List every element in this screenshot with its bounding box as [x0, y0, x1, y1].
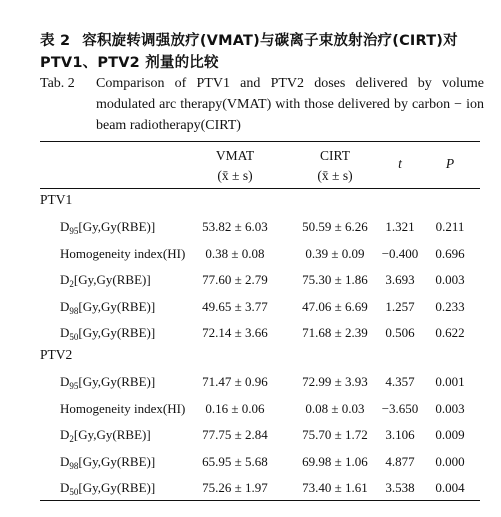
cell-t: 1.321 [385, 219, 415, 234]
cell-t: −0.400 [381, 245, 419, 261]
cell-cirt: 75.30 ± 1.86 [302, 272, 368, 288]
cell-p: 0.004 [435, 480, 465, 496]
cell-vmat: 49.65 ± 3.77 [202, 298, 268, 314]
col-header-cirt-stat: (x̄ ± s) [317, 168, 353, 183]
row-label-unit: [Gy,Gy(RBE)] [78, 480, 156, 496]
row-label [60, 371, 155, 394]
cell-t: 0.506 [385, 325, 415, 341]
row-label [60, 243, 185, 265]
cell-p: 0.003 [435, 400, 465, 416]
cell-cirt: 50.59 ± 6.26 [302, 219, 368, 234]
row-label-subscript: 98 [69, 305, 79, 316]
row-label [60, 269, 151, 292]
row-label-unit: [Gy,Gy(RBE)] [73, 272, 151, 288]
cell-t: 3.538 [385, 480, 415, 496]
row-label [60, 451, 155, 474]
row-label-main: D [60, 219, 70, 234]
row-label-unit: [Gy,Gy(RBE)] [73, 427, 151, 443]
table-row [0, 322, 501, 344]
col-header-p: P [445, 156, 455, 171]
cell-vmat: 53.82 ± 6.03 [202, 219, 268, 234]
table-caption-cn: 容积旋转调强放疗(VMAT)与碳离子束放射治疗(CIRT)对PTV1、PTV2 剂量的比较 [40, 33, 458, 71]
cell-vmat: 77.75 ± 2.84 [202, 427, 268, 443]
cell-vmat: 0.16 ± 0.06 [205, 400, 265, 416]
cell-vmat: 0.38 ± 0.08 [205, 245, 265, 261]
table-row [0, 424, 501, 446]
col-header-t: t [398, 156, 402, 171]
row-label [60, 424, 151, 447]
table-row [0, 477, 501, 499]
row-label-main: D [60, 298, 70, 314]
cell-t: 3.693 [385, 272, 415, 288]
group-label: PTV1 [40, 192, 73, 207]
row-label-main: D [60, 427, 70, 443]
table-title-en [40, 73, 484, 133]
cell-cirt: 47.06 ± 6.69 [302, 298, 368, 314]
row-label-subscript: 2 [69, 434, 74, 445]
table-row [0, 451, 501, 473]
table-bottom-rule [40, 500, 480, 501]
cell-p: 0.000 [435, 453, 465, 469]
table-number-cn: 表 2 [40, 33, 71, 49]
table-row [0, 269, 501, 291]
table-top-rule [40, 141, 480, 142]
row-label-unit: [Gy,Gy(RBE)] [78, 298, 156, 314]
row-label-main: D [60, 374, 70, 389]
row-label [60, 322, 155, 345]
table-title-cn [40, 30, 480, 74]
group-label: PTV2 [40, 347, 73, 362]
row-label-subscript: 50 [69, 332, 79, 343]
cell-cirt: 75.70 ± 1.72 [302, 427, 368, 443]
row-label-subscript: 95 [69, 381, 79, 391]
table-row [0, 398, 501, 420]
cell-p: 0.696 [435, 245, 465, 261]
cell-p: 0.001 [435, 374, 465, 389]
row-label [60, 216, 155, 239]
cell-vmat: 75.26 ± 1.97 [202, 480, 268, 496]
table-row [0, 243, 501, 265]
row-label-unit: [Gy,Gy(RBE)] [78, 219, 156, 234]
row-label-unit: [Gy,Gy(RBE)] [78, 325, 156, 341]
cell-vmat: 71.47 ± 0.96 [202, 374, 268, 389]
row-label-main: Homogeneity index(HI) [60, 245, 186, 261]
cell-vmat: 72.14 ± 3.66 [202, 325, 268, 341]
row-label-subscript: 95 [69, 226, 79, 236]
table-caption-en: Comparison of PTV1 and PTV2 doses delivered by volume modulated arc therapy(VMAT) with those delivered by carbon − ion beam radiotherapy(CIRT) [96, 76, 484, 133]
cell-p: 0.233 [435, 298, 465, 314]
cell-cirt: 73.40 ± 1.61 [302, 480, 368, 496]
cell-cirt: 72.99 ± 3.93 [302, 374, 368, 389]
table-number-en: Tab. 2 [40, 76, 75, 91]
cell-cirt: 69.98 ± 1.06 [302, 453, 368, 469]
cell-p: 0.003 [435, 272, 465, 288]
row-label-unit: [Gy,Gy(RBE)] [78, 453, 156, 469]
col-header-cirt: CIRT [320, 148, 350, 163]
cell-cirt: 0.39 ± 0.09 [305, 245, 365, 261]
cell-cirt: 71.68 ± 2.39 [302, 325, 368, 341]
row-label-subscript: 2 [69, 279, 74, 290]
row-label-unit: [Gy,Gy(RBE)] [78, 374, 156, 389]
table-row [0, 296, 501, 318]
row-label [60, 477, 155, 500]
cell-t: 1.257 [385, 298, 415, 314]
row-label-main: D [60, 272, 70, 288]
cell-vmat: 77.60 ± 2.79 [202, 272, 268, 288]
cell-p: 0.622 [435, 325, 465, 341]
cell-t: 4.357 [385, 374, 415, 389]
cell-t: −3.650 [381, 400, 419, 416]
row-label-main: D [60, 480, 70, 496]
col-header-vmat: VMAT [215, 148, 255, 163]
table-header-rule [40, 188, 480, 189]
cell-t: 4.877 [385, 453, 415, 469]
row-label-subscript: 50 [69, 487, 79, 498]
row-label [60, 398, 185, 420]
table-row [0, 371, 501, 393]
row-label-main: D [60, 325, 70, 341]
row-label-subscript: 98 [69, 460, 79, 471]
col-header-vmat-stat: (x̄ ± s) [217, 168, 253, 183]
row-label-main: D [60, 453, 70, 469]
cell-t: 3.106 [385, 427, 415, 443]
cell-p: 0.211 [435, 219, 465, 234]
row-label [60, 296, 155, 319]
cell-cirt: 0.08 ± 0.03 [305, 400, 365, 416]
row-label-main: Homogeneity index(HI) [60, 400, 186, 416]
cell-vmat: 65.95 ± 5.68 [202, 453, 268, 469]
cell-p: 0.009 [435, 427, 465, 443]
table-row [0, 216, 501, 238]
